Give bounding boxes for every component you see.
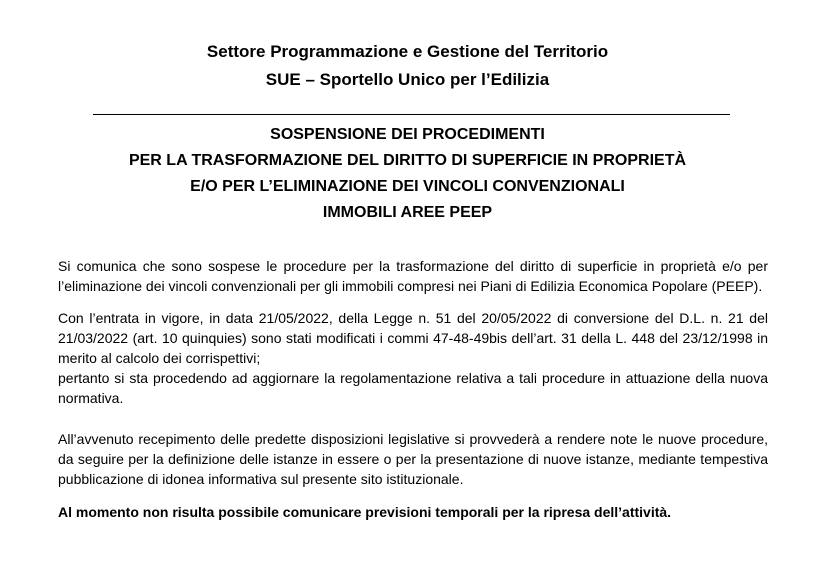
paragraph-next-steps: All’avvenuto recepimento delle predette disposizioni legislative si provvederà a rendere note le nuove procedure, da seguire per la definizione delle istanze in essere o per la presentazione di nuove istanze, mediante tempestiva pubblicazione di idonea informativa sul presente sito istituzionale. bbox=[58, 431, 768, 487]
paragraph-timing-note: Al momento non risulta possibile comunicare previsioni temporali per la ripresa dell’attività. bbox=[58, 504, 672, 520]
paragraph-suspension: Si comunica che sono sospese le procedure per la trasformazione del diritto di superficie in proprietà e/o per l’eliminazione dei vincoli convenzionali per gli immobili compresi nei Piani di Edilizia Economica Popolare (PEEP). bbox=[58, 258, 768, 294]
title-line-3: E/O PER L’ELIMINAZIONE DEI VINCOLI CONVENZIONALI bbox=[190, 178, 625, 195]
office-header bbox=[0, 38, 815, 94]
header-office: SUE – Sportello Unico per l’Edilizia bbox=[265, 70, 550, 89]
header-department: Settore Programmazione e Gestione del Territorio bbox=[206, 42, 609, 61]
title-line-4: IMMOBILI AREE PEEP bbox=[322, 204, 493, 221]
paragraph-legal-reference: Con l’entrata in vigore, in data 21/05/2022, della Legge n. 51 del 20/05/2022 di conversione del D.L. n. 21 del 21/03/2022 (art. 10 quinquies) sono stati modificati i commi 47-48-49bis dell’art. 31 della L. 448 del 23/12/1998 in merito al calcolo dei corrispettivi; bbox=[58, 310, 768, 366]
title-line-1: SOSPENSIONE DEI PROCEDIMENTI bbox=[270, 126, 545, 143]
title-line-2: PER LA TRASFORMAZIONE DEL DIRITTO DI SUPERFICIE IN PROPRIETÀ bbox=[128, 152, 687, 169]
notice-body bbox=[58, 256, 768, 522]
header-divider bbox=[93, 114, 730, 115]
paragraph-update: pertanto si sta procedendo ad aggiornare la regolamentazione relativa a tali procedure in attuazione della nuova normativa. bbox=[58, 370, 768, 406]
notice-title bbox=[0, 122, 815, 226]
